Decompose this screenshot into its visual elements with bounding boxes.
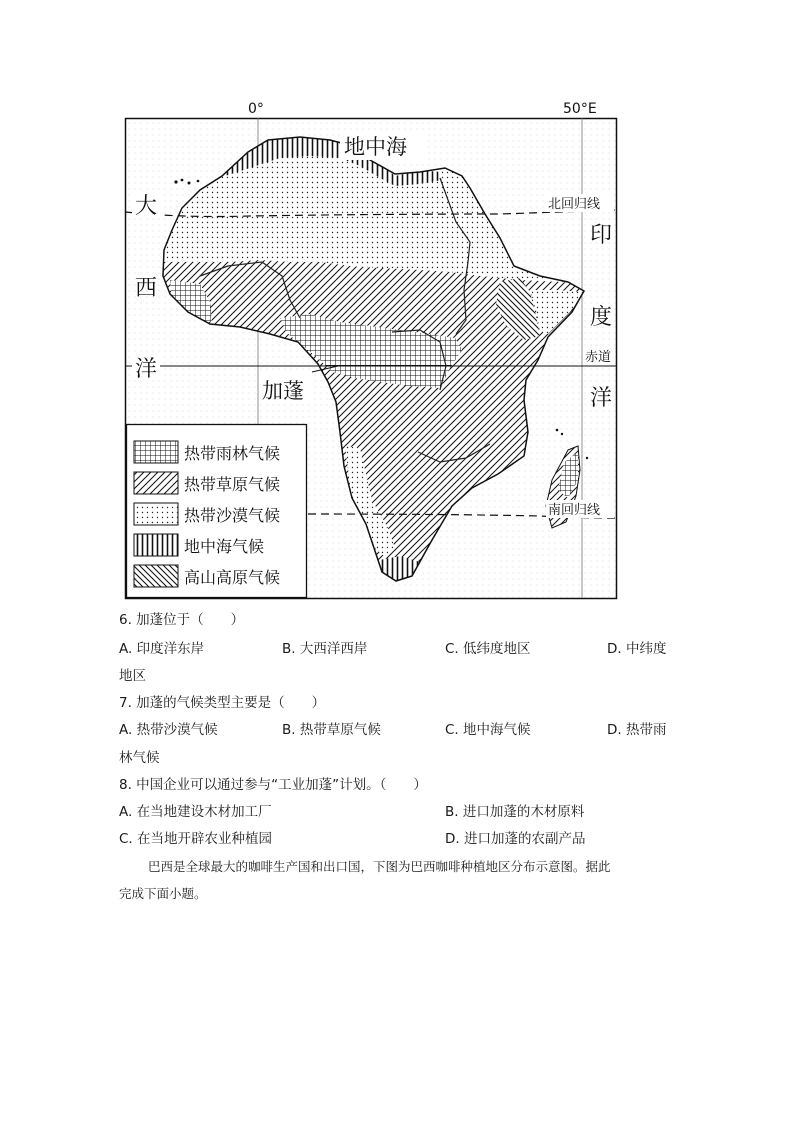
legend-label-highland: 高山高原气候 — [184, 568, 281, 587]
question-7-option-c[interactable]: C. 地中海气候 — [445, 722, 531, 738]
question-6-option-b[interactable]: B. 大西洋西岸 — [282, 641, 368, 657]
indian-char-3: 洋 — [590, 386, 613, 411]
legend-label-rainforest: 热带雨林气候 — [184, 444, 281, 463]
map-legend — [127, 425, 307, 598]
question-7-option-d[interactable]: D. 热带雨 — [607, 722, 667, 738]
question-8-option-a[interactable]: A. 在当地建设木材加工厂 — [119, 804, 272, 820]
question-6-option-d-wrap: 地区 — [119, 668, 146, 684]
indian-char-2: 度 — [590, 305, 613, 330]
legend-label-savanna: 热带草原气候 — [184, 475, 281, 494]
legend-swatch-desert — [134, 503, 178, 525]
question-7-stem: 7. 加蓬的气候类型主要是（ ） — [119, 695, 326, 711]
legend-item-highland — [134, 565, 280, 587]
question-6-option-c[interactable]: C. 低纬度地区 — [445, 641, 531, 657]
atlantic-char-2: 西 — [135, 276, 158, 301]
question-7-option-a[interactable]: A. 热带沙漠气候 — [119, 722, 218, 738]
legend-item-savanna — [134, 472, 280, 494]
question-8-option-c[interactable]: C. 在当地开辟农业种植园 — [119, 831, 273, 847]
legend-item-rainforest — [134, 441, 280, 463]
question-8-option-d[interactable]: D. 进口加蓬的农副产品 — [445, 831, 586, 847]
lon-label-0: 0° — [248, 101, 264, 117]
mediterranean-sea-label: 地中海 — [344, 135, 407, 159]
intro-paragraph-line-2: 完成下面小题。 — [119, 886, 207, 901]
question-6-option-d[interactable]: D. 中纬度 — [607, 641, 667, 657]
indian-char-1: 印 — [590, 223, 613, 248]
atlantic-char-3: 洋 — [135, 357, 158, 382]
intro-paragraph-line-1: 巴西是全球最大的咖啡生产国和出口国，下图为巴西咖啡种植地区分布示意图。据此 — [148, 859, 611, 874]
question-8-option-b[interactable]: B. 进口加蓬的木材原料 — [445, 804, 585, 820]
legend-label-mediterranean: 地中海气候 — [184, 537, 265, 556]
tropic-south-label: 南回归线 — [548, 503, 601, 518]
legend-item-mediterranean — [134, 534, 264, 556]
question-6-option-a[interactable]: A. 印度洋东岸 — [119, 641, 205, 657]
legend-label-desert: 热带沙漠气候 — [184, 506, 281, 525]
question-8-stem: 8. 中国企业可以通过参与“工业加蓬”计划。（ ） — [119, 777, 427, 793]
question-6-stem: 6. 加蓬位于（ ） — [119, 612, 245, 628]
legend-swatch-highland — [134, 565, 178, 587]
legend-swatch-savanna — [134, 472, 178, 494]
atlantic-ocean-label — [132, 190, 160, 382]
atlantic-char-1: 大 — [135, 194, 158, 219]
tropic-north-label: 北回归线 — [548, 197, 601, 212]
question-7-option-b[interactable]: B. 热带草原气候 — [282, 722, 381, 738]
lon-label-50e: 50°E — [563, 101, 597, 117]
legend-swatch-rainforest — [134, 441, 178, 463]
gabon-label: 加蓬 — [262, 379, 304, 403]
legend-item-desert — [134, 503, 280, 525]
question-7-option-d-wrap: 林气候 — [119, 750, 160, 766]
equator-label: 赤道 — [585, 350, 612, 365]
legend-swatch-mediterranean — [134, 534, 178, 556]
